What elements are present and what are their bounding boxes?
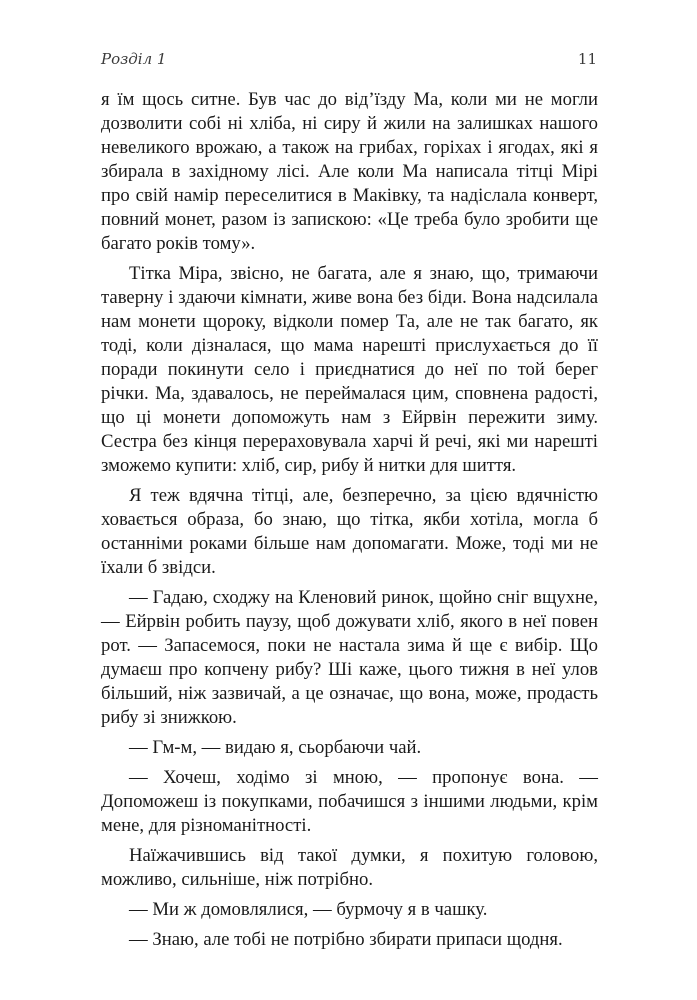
paragraph-4: — Гадаю, сходжу на Кленовий ринок, щойно сніг вщухне, — Ейрвін робить паузу, щоб дожувати хліб, якого в неї повен рот. — Запасемося, поки не настала зима й ще є вибір. Що думаєш про копчену рибу? Ші каже, цього тижня в неї улов більший, ніж зазвичай, а це означає, що вона, може, продасть рибу зі знижкою. xyxy=(101,587,598,728)
body-text xyxy=(101,88,598,952)
page-number: 11 xyxy=(577,50,597,68)
paragraph-9: — Знаю, але тобі не потрібно збирати припаси щодня. xyxy=(129,929,563,950)
paragraph-6: — Хочеш, ходімо зі мною, — пропонує вона. — Допоможеш із покупками, побачишся з іншими людьми, крім мене, для різноманітності. xyxy=(101,767,598,836)
paragraph-7: Наїжачившись від такої думки, я похитую головою, можливо, сильніше, ніж потрібно. xyxy=(101,845,598,890)
paragraph-1: я їм щось ситне. Був час до від’їзду Ма, коли ми не могли дозволити собі ні хліба, ні сиру й жили на залишках нашого невеликого врожаю, а також на грибах, горіхах і ягодах, які я збирала в західному лісі. Але коли Ма написала тітці Мірі про свій намір переселитися в Маківку, та надіслала конверт, повний монет, разом із запискою: «Це треба було зробити ще багато років тому». xyxy=(101,89,598,254)
paragraph-2: Тітка Міра, звісно, не багата, але я знаю, що, тримаючи таверну і здаючи кімнати, живе вона без біди. Вона надсилала нам монети щороку, відколи помер Та, але не так багато, як тоді, коли дізналася, що мама нарешті прислухається до її поради покинути село і приєднатися до неї по той берег річки. Ма, здавалось, не переймалася цим, сповнена радості, що ці монети допоможуть нам з Ейрвін пережити зиму. Сестра без кінця перераховувала харчі й речі, які ми нарешті зможемо купити: хліб, сир, рибу й нитки для шиття. xyxy=(101,263,598,476)
paragraph-8: — Ми ж домовлялися, — бурмочу я в чашку. xyxy=(129,899,488,920)
paragraph-5: — Гм-м, — видаю я, сьорбаючи чай. xyxy=(129,737,422,758)
running-header xyxy=(101,50,597,72)
paragraph-3: Я теж вдячна тітці, але, безперечно, за цією вдячністю ховається образа, бо знаю, що тітка, якби хотіла, могла б останніми роками більше нам допомагати. Може, тоді ми не їхали б звідси. xyxy=(101,485,598,578)
chapter-label: Розділ 1 xyxy=(101,50,167,68)
